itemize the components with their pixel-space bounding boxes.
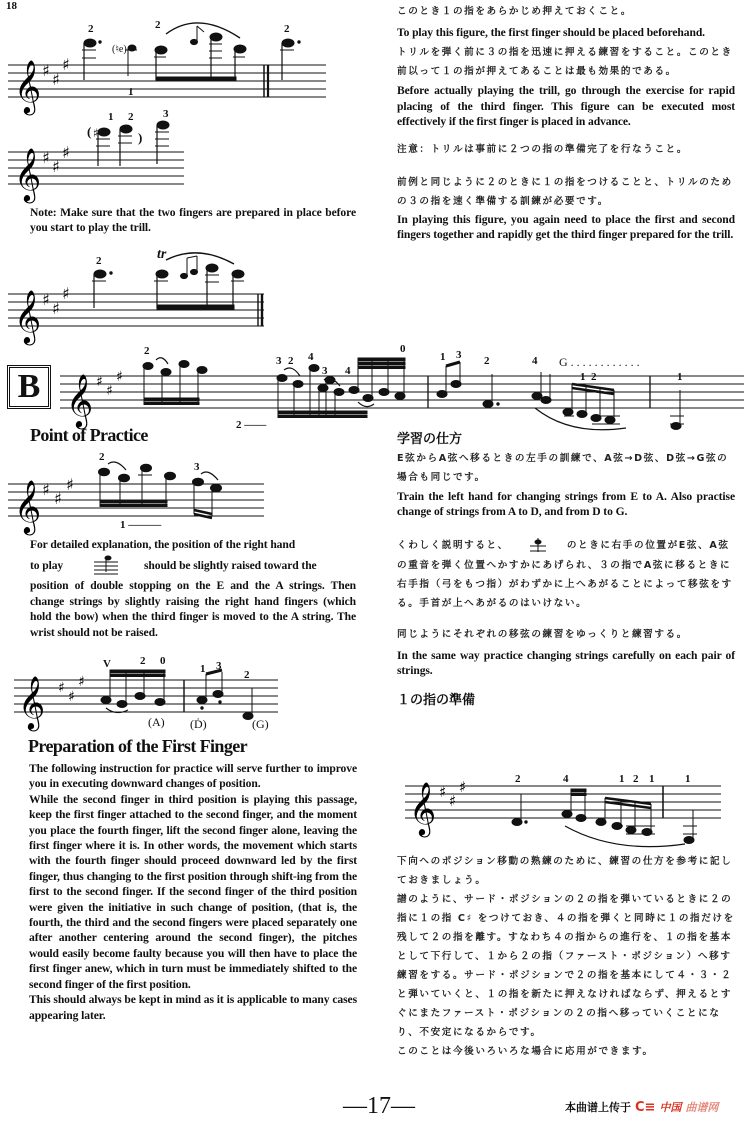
svg-text:2 ——: 2 —— — [236, 419, 267, 431]
svg-text:V: V — [103, 658, 111, 670]
prep-text-1: The following instruction for practice will serve further to improve you in executing downward changes of position. — [29, 762, 357, 791]
svg-text:♯: ♯ — [439, 783, 447, 801]
svg-text:2: 2 — [128, 111, 134, 123]
jp-text-10: このことは今後いろいろな場合に応用ができます。 — [397, 1046, 654, 1057]
music-example-first-finger — [405, 762, 725, 852]
jp-text-9: 譜のように、サード・ポジションの２の指を弾いているときに２の指に１の指 C♯ をつけておき、４の指を弾くと同時に１の指だけを残して２の指を離す。すなわち４の指からの進行を、１の指を基本として下行して、１から２の指（ファースト・ポジション）へ移す練習をする。サード・ポジションで２の指を基本にして４・３・２と弾いていくと、１の指を新たに押えなければならず、押えるとすぐにまたファースト・ポジションの２の指へ移っていくことになり、不安定になるからです。 — [397, 894, 735, 1038]
double-stop-note-icon — [94, 554, 118, 576]
page-number-bottom: —17— — [343, 1093, 415, 1119]
jp-text-5: E弦からA弦へ移るときの左手の訓練で、A弦→D弦、D弦→G弦の場合も同じです。 — [397, 453, 729, 483]
svg-text:♯: ♯ — [106, 383, 113, 399]
svg-text:♯: ♯ — [96, 374, 103, 390]
svg-text:3: 3 — [216, 660, 222, 672]
svg-text:2: 2 — [284, 23, 290, 35]
music-example-point — [8, 448, 268, 533]
music-example-trill — [8, 246, 268, 343]
svg-text:𝄞: 𝄞 — [14, 479, 42, 533]
svg-text:𝄞: 𝄞 — [66, 373, 94, 427]
music-example-strings — [14, 650, 284, 730]
svg-text:2: 2 — [591, 371, 597, 383]
svg-text:tr: tr — [157, 247, 167, 262]
svg-text:𝄞: 𝄞 — [14, 289, 42, 343]
jp-text-7: 同じようにそれぞれの移弦の練習をゆっくりと練習する。 — [397, 628, 688, 640]
svg-text:♯: ♯ — [42, 148, 50, 167]
svg-text:1: 1 — [685, 773, 691, 785]
svg-text:♯: ♯ — [52, 70, 60, 89]
svg-text:4: 4 — [532, 355, 538, 367]
section-label-b: B — [7, 365, 51, 409]
svg-text:♯: ♯ — [62, 143, 70, 162]
preparation-heading: Preparation of the First Finger — [28, 736, 248, 756]
svg-text:♯: ♯ — [93, 126, 99, 140]
svg-text:♯: ♯ — [459, 778, 467, 796]
svg-text:♯: ♯ — [42, 61, 50, 80]
svg-text:2: 2 — [140, 655, 146, 667]
note-text: Note: Make sure that the two fingers are prepared in place before you start to play the trill. — [30, 206, 356, 235]
music-example-1 — [8, 10, 328, 113]
svg-text:2: 2 — [515, 773, 521, 785]
page-number-top: 18 — [6, 0, 17, 12]
en-text-1: To play this figure, the first finger should be placed beforehand. — [397, 26, 705, 39]
jp-text-2: トリルを弾く前に３の指を迅速に押える練習をすること。このとき前以って１の指が押えてあることは最も効果的である。 — [397, 47, 733, 78]
point-text-2a: to play — [30, 558, 64, 572]
svg-text:3: 3 — [456, 349, 462, 361]
svg-text:♯: ♯ — [54, 489, 62, 508]
prep-text-2: While the second finger in third position is playing this passage, keep the first finger attached to the second finger, and the moment you place the fourth finger, lift the second finger alone, leaving the first finger where it is. In other words, the movement which starts with the fourth finger should proceed downward led by the first finger, thus changing to the first position through shift-ing from the first to the second finger. If the second finger of the third position were given the initiative in such change of position, (that is, the fourth, the third and the second fingers were placed separately one after another centering around the second finger), the pitches would easily become faulty because you will then have to place the first finger anew, which in turn must be immediately shifted to the second finger of the first position. — [29, 792, 357, 991]
jp-text-6b: のときに右手の位置がE弦、A弦の重音を弾く位置へかすかにあげられ、３の指でA弦に移るときに右手指（弓をもつ指）がわずかに上へあがることによって移弦をする。手首が上へあがるのはいけない。 — [397, 539, 733, 609]
jp-text-4: 前例と同じように２のときに１の指をつけることと、トリルのための３の指を速く準備する訓練が必要です。 — [397, 176, 733, 207]
svg-text:♯: ♯ — [68, 689, 75, 705]
svg-text:(G): (G) — [252, 717, 269, 731]
svg-text:1: 1 — [649, 773, 655, 785]
watermark[interactable] — [565, 1099, 718, 1115]
point-text-1: For detailed explanation, the position of the right hand — [30, 538, 296, 551]
svg-text:3: 3 — [276, 355, 282, 367]
svg-text:♯: ♯ — [62, 55, 70, 74]
svg-text:1: 1 — [677, 371, 683, 383]
svg-text:♯: ♯ — [42, 480, 50, 499]
svg-text:♯: ♯ — [116, 369, 123, 385]
svg-text:1: 1 — [200, 663, 206, 675]
svg-text:2: 2 — [88, 23, 94, 35]
jp-text-8: 下向へのポジション移動の熟練のために、練習の仕方を参考に記しておきましょう。 — [397, 856, 733, 886]
en-text-4: Train the left hand for changing strings from E to A. Also practise change of strings from A to D, and from D to G. — [397, 490, 735, 519]
watermark-text: 本曲谱上传于 — [565, 1101, 631, 1114]
jp-text-3: 注意：トリルは事前に２つの指の準備完了を行なうこと。 — [397, 143, 689, 155]
svg-text:1: 1 — [619, 773, 625, 785]
svg-text:♯: ♯ — [62, 284, 70, 303]
svg-text:G . . . . . . . . . . . .: G . . . . . . . . . . . . — [559, 355, 640, 369]
svg-text:2: 2 — [484, 355, 490, 367]
site-name-part-2: 曲谱网 — [685, 1101, 719, 1114]
svg-text:4: 4 — [563, 773, 569, 785]
svg-text:2: 2 — [99, 451, 105, 463]
svg-text:𝄞: 𝄞 — [409, 781, 437, 835]
svg-text:(♮e): (♮e) — [112, 44, 127, 55]
en-text-2: Before actually playing the trill, go through the exercise for rapid placing of the third finger. This figure can be executed most effectively if the first finger is placed in advance. — [397, 84, 735, 129]
svg-text:(: ( — [87, 124, 92, 139]
music-example-b — [60, 336, 745, 432]
en-text-3: In playing this figure, you again need to place the first and second fingers together and rapidly get the third finger prepared for the trill. — [397, 212, 735, 242]
music-example-2 — [8, 108, 188, 201]
svg-text:): ) — [138, 130, 143, 145]
svg-text:3: 3 — [322, 365, 328, 377]
svg-text:(A): (A) — [148, 715, 165, 729]
svg-text:0: 0 — [160, 655, 166, 667]
first-finger-prep-heading-jp: １の指の準備 — [397, 692, 476, 708]
svg-text:𝄞: 𝄞 — [14, 147, 42, 201]
jp-text-6a: くわしく説明すると、 — [397, 539, 509, 551]
svg-text:1: 1 — [108, 111, 114, 123]
point-text-2b: should be slightly raised toward the — [144, 558, 317, 572]
svg-text:2: 2 — [144, 345, 150, 357]
svg-text:4: 4 — [308, 351, 314, 363]
point-text-3: position of double stopping on the E and the A strings. Then change strings by slightly raising the right hand fingers (which hold the bow) when the third finger is moved to the A string. The wrist should not be raised. — [30, 579, 356, 639]
svg-text:♯: ♯ — [78, 674, 85, 690]
svg-text:1: 1 — [580, 371, 586, 383]
svg-text:0: 0 — [400, 343, 406, 355]
svg-text:2: 2 — [244, 669, 250, 681]
svg-text:♯: ♯ — [449, 792, 457, 810]
svg-text:1: 1 — [128, 86, 134, 98]
svg-text:♯: ♯ — [58, 680, 65, 696]
svg-text:1: 1 — [440, 351, 446, 363]
svg-text:2: 2 — [155, 19, 161, 31]
svg-text:(Ḋ): (Ḋ) — [190, 717, 207, 731]
site-logo-icon: C≡ — [635, 1099, 656, 1115]
site-name-part-1: 中国 — [659, 1101, 682, 1114]
point-of-practice-heading: Point of Practice — [30, 425, 148, 445]
prep-text-3: This should always be kept in mind as it is applicable to many cases appearing later. — [29, 993, 357, 1022]
svg-text:4: 4 — [345, 365, 351, 377]
svg-text:♯: ♯ — [42, 290, 50, 309]
svg-text:𝄞: 𝄞 — [18, 675, 46, 729]
svg-text:♯: ♯ — [66, 475, 74, 494]
en-text-5: In the same way practice changing strings carefully on each pair of strings. — [397, 648, 735, 678]
svg-text:2: 2 — [288, 355, 294, 367]
svg-text:3: 3 — [163, 108, 169, 120]
double-stop-note-icon-jp — [526, 534, 550, 556]
jp-text-1: このとき１の指をあらかじめ押えておくこと。 — [397, 6, 633, 17]
svg-text:2: 2 — [633, 773, 639, 785]
svg-text:♯: ♯ — [52, 157, 60, 176]
study-method-heading: 学習の仕方 — [397, 432, 463, 447]
treble-clef-icon: 𝄞 — [14, 59, 42, 113]
svg-text:2: 2 — [96, 255, 102, 267]
svg-text:1 ———: 1 ——— — [120, 519, 162, 531]
svg-text:♯: ♯ — [52, 299, 60, 318]
svg-text:3: 3 — [194, 461, 200, 473]
